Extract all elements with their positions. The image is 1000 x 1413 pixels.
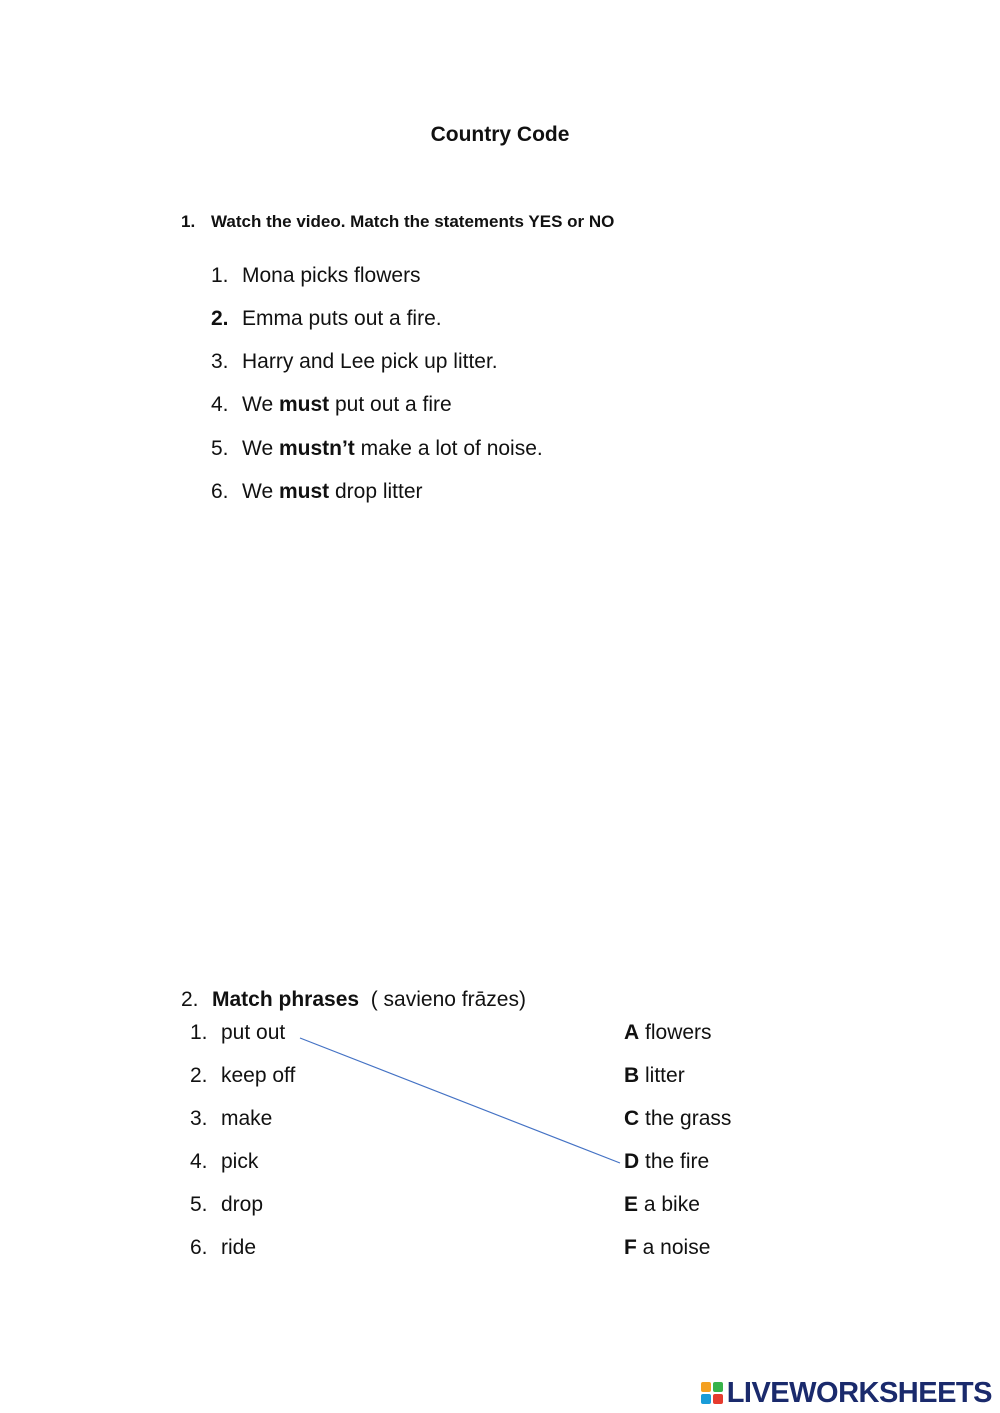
logo-text: LIVEWORKSHEETS [726,1376,992,1409]
phrase-left-3[interactable]: 3. make [190,1107,273,1130]
exercise-1-number: 1. [181,212,196,231]
phrase-right-b[interactable]: B litter [624,1064,685,1087]
statement-2: 2. Emma puts out a fire. [211,307,442,330]
logo-mark-icon [701,1382,723,1404]
statement-1: 1. Mona picks flowers [211,264,421,287]
match-line-1-d [300,1038,620,1163]
phrase-right-d[interactable]: D the fire [624,1150,710,1173]
exercise-2-title: Match phrases [212,988,360,1011]
liveworksheets-logo [701,1376,992,1410]
statement-5: 5. We mustn’t make a lot of noise. [211,437,543,460]
phrase-right-c[interactable]: C the grass [624,1107,732,1130]
exercise-1-instruction [181,212,614,232]
exercise-2-subtitle: ( savieno frāzes) [370,988,526,1011]
phrase-left-5[interactable]: 5. drop [190,1193,264,1216]
exercise-2-heading: 2. Match phrases ( savieno frāzes) [181,988,526,1011]
statement-6: 6. We must drop litter [211,480,423,503]
phrase-right-a[interactable]: A flowers [624,1021,712,1044]
phrase-left-2[interactable]: 2. keep off [190,1064,296,1087]
phrase-left-1[interactable]: 1. put out [190,1021,286,1044]
exercise-1-text: Watch the video. Match the statements YES or NO [211,212,615,231]
phrase-left-4[interactable]: 4. pick [190,1150,259,1173]
phrase-right-f[interactable]: F a noise [624,1236,711,1259]
page-title: Country Code [430,123,570,146]
statement-3: 3. Harry and Lee pick up litter. [211,350,498,373]
phrase-left-6[interactable]: 6. ride [190,1236,257,1259]
phrase-right-e[interactable]: E a bike [624,1193,700,1216]
statement-4: 4. We must put out a fire [211,393,452,416]
